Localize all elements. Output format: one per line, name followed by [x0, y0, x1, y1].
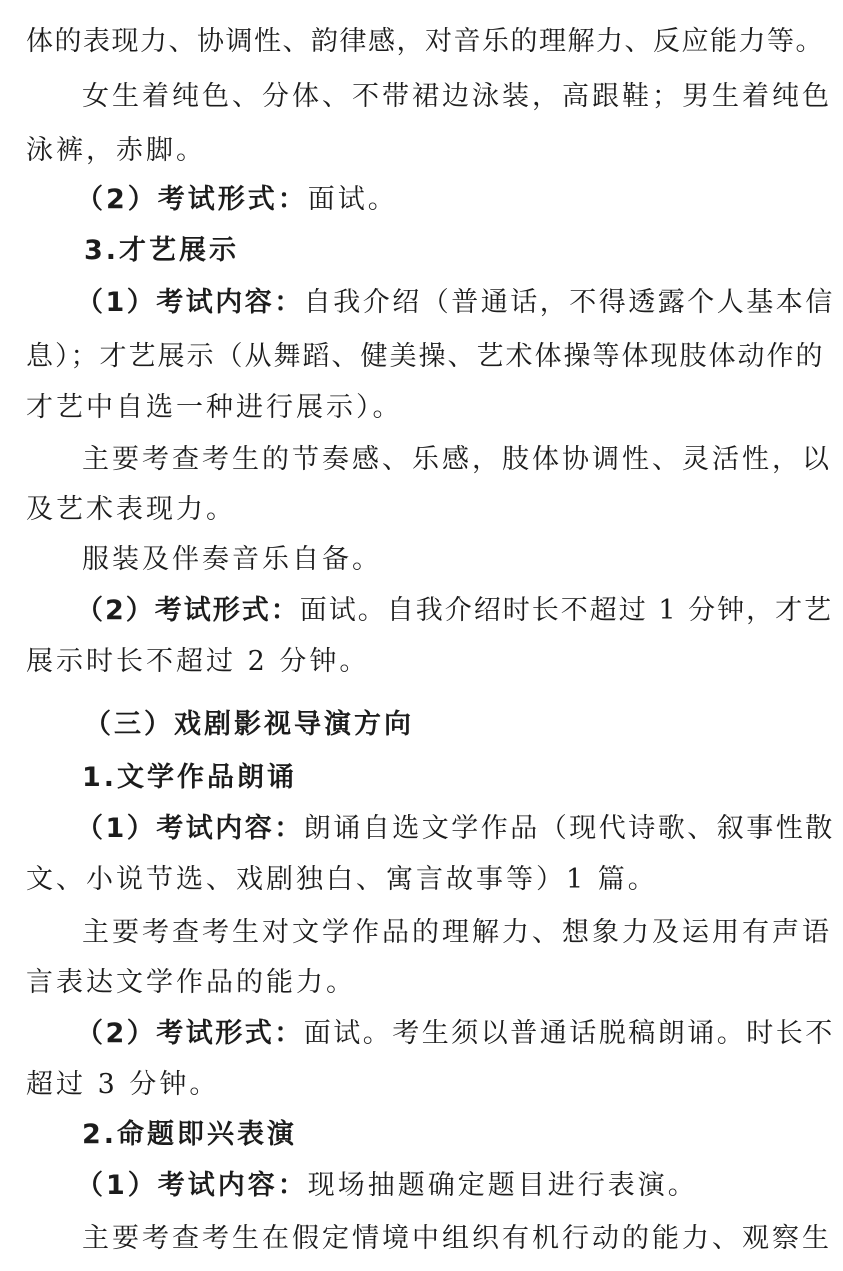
line-text: 体的表现力、协调性、韵律感，对音乐的理解力、反应能力等。	[26, 26, 824, 57]
exam-format-label: （2）考试形式：	[76, 595, 300, 626]
exam-format-label: （2）考试形式：	[76, 184, 308, 215]
section-heading	[82, 758, 297, 798]
line-text: 主要考查考生对文学作品的理解力、想象力及运用有声语	[82, 917, 832, 948]
paragraph-line	[82, 1219, 832, 1259]
line-text: 朗诵自选文学作品（现代诗歌、叙事性散	[303, 813, 835, 844]
line-text: 言表达文学作品的能力。	[26, 967, 356, 998]
exam-format-line	[76, 180, 398, 220]
line-text: 面试。考生须以普通话脱稿朗诵。时长不	[303, 1018, 835, 1049]
section-heading	[82, 1115, 297, 1155]
exam-format-line	[76, 1014, 835, 1054]
section-heading	[84, 705, 414, 745]
section-heading	[84, 231, 239, 271]
heading-text: （三）戏剧影视导演方向	[84, 709, 414, 740]
exam-content-line	[76, 809, 835, 849]
paragraph-line	[26, 963, 356, 1003]
line-text: 息）；才艺展示（从舞蹈、健美操、艺术体操等体现肢体动作的	[26, 341, 825, 372]
exam-content-label: （1）考试内容：	[76, 1170, 308, 1201]
exam-content-line	[76, 283, 835, 323]
line-text: 面试。自我介绍时长不超过 1 分钟，才艺	[299, 595, 834, 626]
paragraph-line	[26, 388, 403, 428]
heading-text: 2.命题即兴表演	[82, 1119, 298, 1150]
exam-format-line	[76, 591, 833, 631]
heading-text: 3.才艺展示	[84, 235, 240, 266]
line-text: 才艺中自选一种进行展示）。	[26, 392, 403, 423]
paragraph-line	[26, 131, 206, 171]
exam-format-label: （2）考试形式：	[76, 1018, 304, 1049]
line-text: 超过 3 分钟。	[26, 1069, 220, 1100]
line-text: 主要考查考生在假定情境中组织有机行动的能力、观察生	[82, 1223, 832, 1254]
paragraph-line	[26, 22, 824, 62]
exam-content-label: （1）考试内容：	[76, 813, 304, 844]
line-text: 泳裤，赤脚。	[26, 135, 206, 166]
paragraph-line	[26, 642, 369, 682]
line-text: 展示时长不超过 2 分钟。	[26, 646, 370, 677]
exam-content-label: （1）考试内容：	[76, 287, 304, 318]
line-text: 主要考查考生的节奏感、乐感，肢体协调性、灵活性，以	[82, 444, 832, 475]
paragraph-line	[82, 913, 832, 953]
paragraph-line	[82, 440, 832, 480]
line-text: 现场抽题确定题目进行表演。	[307, 1170, 698, 1201]
heading-text: 1.文学作品朗诵	[82, 762, 298, 793]
paragraph-line	[26, 860, 658, 900]
line-text: 文、小说节选、戏剧独白、寓言故事等）1 篇。	[26, 864, 658, 895]
paragraph-line	[26, 337, 825, 377]
paragraph-line	[26, 490, 236, 530]
line-text: 女生着纯色、分体、不带裙边泳装，高跟鞋；男生着纯色	[82, 81, 832, 112]
line-text: 面试。	[307, 184, 398, 215]
line-text: 自我介绍（普通话，不得透露个人基本信	[303, 287, 835, 318]
exam-content-line	[76, 1166, 698, 1206]
paragraph-line	[82, 77, 832, 117]
line-text: 服装及伴奏音乐自备。	[82, 544, 382, 575]
paragraph-line	[26, 1065, 219, 1105]
paragraph-line	[82, 540, 382, 580]
line-text: 及艺术表现力。	[26, 494, 236, 525]
